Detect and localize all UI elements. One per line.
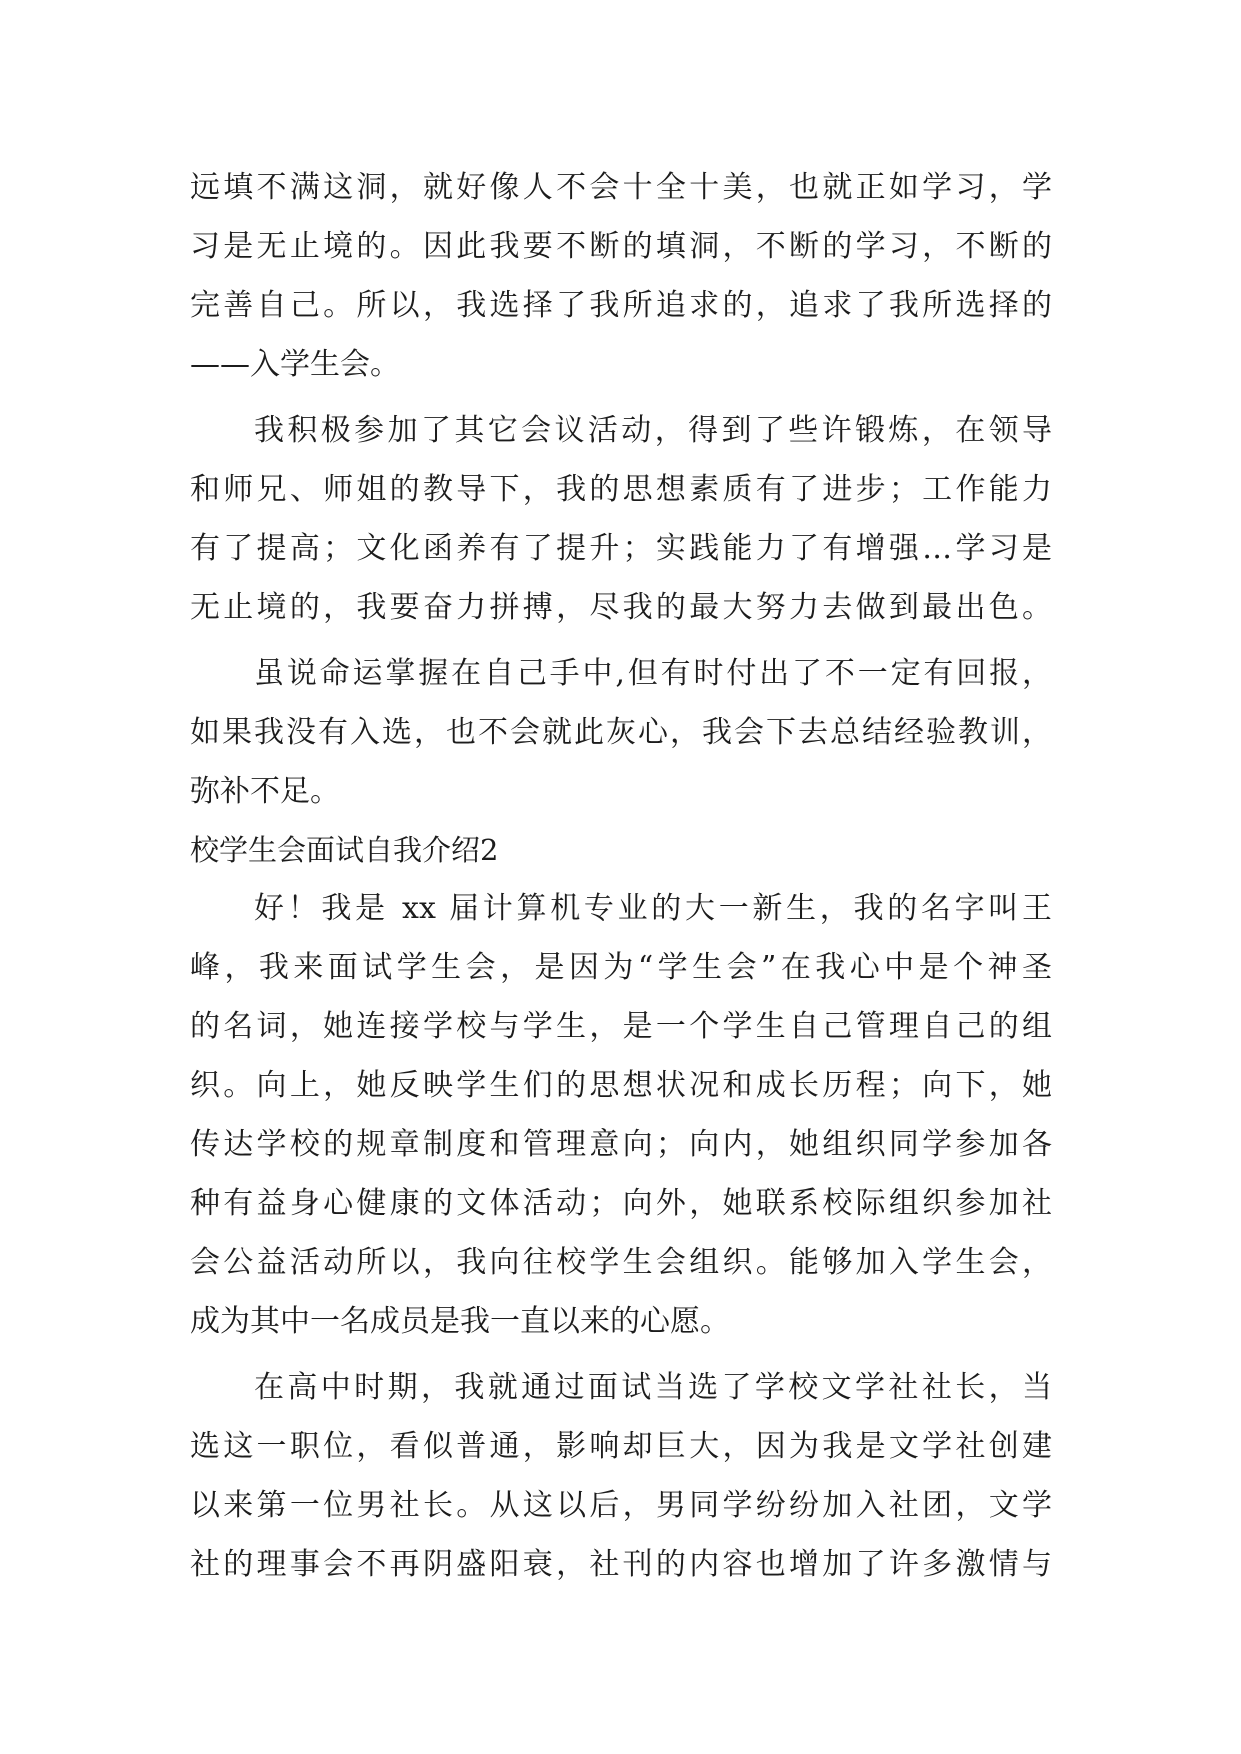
document-body	[190, 158, 1052, 1594]
text-line: 完善自己。所以，我选择了我所追求的，追求了我所选择的	[190, 288, 1052, 323]
paragraph	[190, 644, 1052, 821]
paragraph	[190, 879, 1052, 1351]
text-line: 我积极参加了其它会议活动，得到了些许锻炼，在领导	[254, 413, 1052, 448]
text-line: 选这一职位，看似普通，影响却巨大，因为我是文学社创建	[190, 1429, 1052, 1464]
text-line: 习是无止境的。因此我要不断的填洞，不断的学习，不断的	[190, 229, 1052, 264]
paragraph	[190, 158, 1052, 394]
text-line: 社的理事会不再阴盛阳衰，社刊的内容也增加了许多激情与	[190, 1547, 1052, 1582]
text-line: 无止境的，我要奋力拼搏，尽我的最大努力去做到最出色。	[190, 590, 1052, 625]
text-line: 有了提高；文化函养有了提升；实践能力了有增强…学习是	[190, 531, 1052, 566]
text-line: 和师兄、师姐的教导下，我的思想素质有了进步；工作能力	[190, 472, 1052, 507]
text-line: 好！我是 xx 届计算机专业的大一新生，我的名字叫王	[254, 891, 1052, 926]
text-line: 织。向上，她反映学生们的思想状况和成长历程；向下，她	[190, 1068, 1052, 1103]
text-line: 的名词，她连接学校与学生，是一个学生自己管理自己的组	[190, 1009, 1052, 1044]
text-line: 如果我没有入选，也不会就此灰心，我会下去总结经验教训，	[190, 715, 1052, 750]
text-line: 会公益活动所以，我向往校学生会组织。能够加入学生会，	[190, 1245, 1052, 1280]
text-line: 远填不满这洞，就好像人不会十全十美，也就正如学习，学	[190, 170, 1052, 205]
text-line: 成为其中一名成员是我一直以来的心愿。	[190, 1304, 730, 1339]
text-line: 在高中时期，我就通过面试当选了学校文学社社长，当	[254, 1370, 1052, 1405]
text-line: 弥补不足。	[190, 774, 340, 809]
section-heading: 校学生会面试自我介绍2	[190, 833, 499, 867]
text-line: ——入学生会。	[190, 347, 400, 382]
text-line: 传达学校的规章制度和管理意向；向内，她组织同学参加各	[190, 1127, 1052, 1162]
text-line: 峰，我来面试学生会，是因为“学生会”在我心中是个神圣	[190, 950, 1052, 985]
paragraph	[190, 401, 1052, 637]
paragraph	[190, 1358, 1052, 1594]
text-line: 种有益身心健康的文体活动；向外，她联系校际组织参加社	[190, 1186, 1052, 1221]
text-line: 以来第一位男社长。从这以后，男同学纷纷加入社团，文学	[190, 1488, 1052, 1523]
text-line: 虽说命运掌握在自己手中,但有时付出了不一定有回报，	[254, 656, 1052, 691]
